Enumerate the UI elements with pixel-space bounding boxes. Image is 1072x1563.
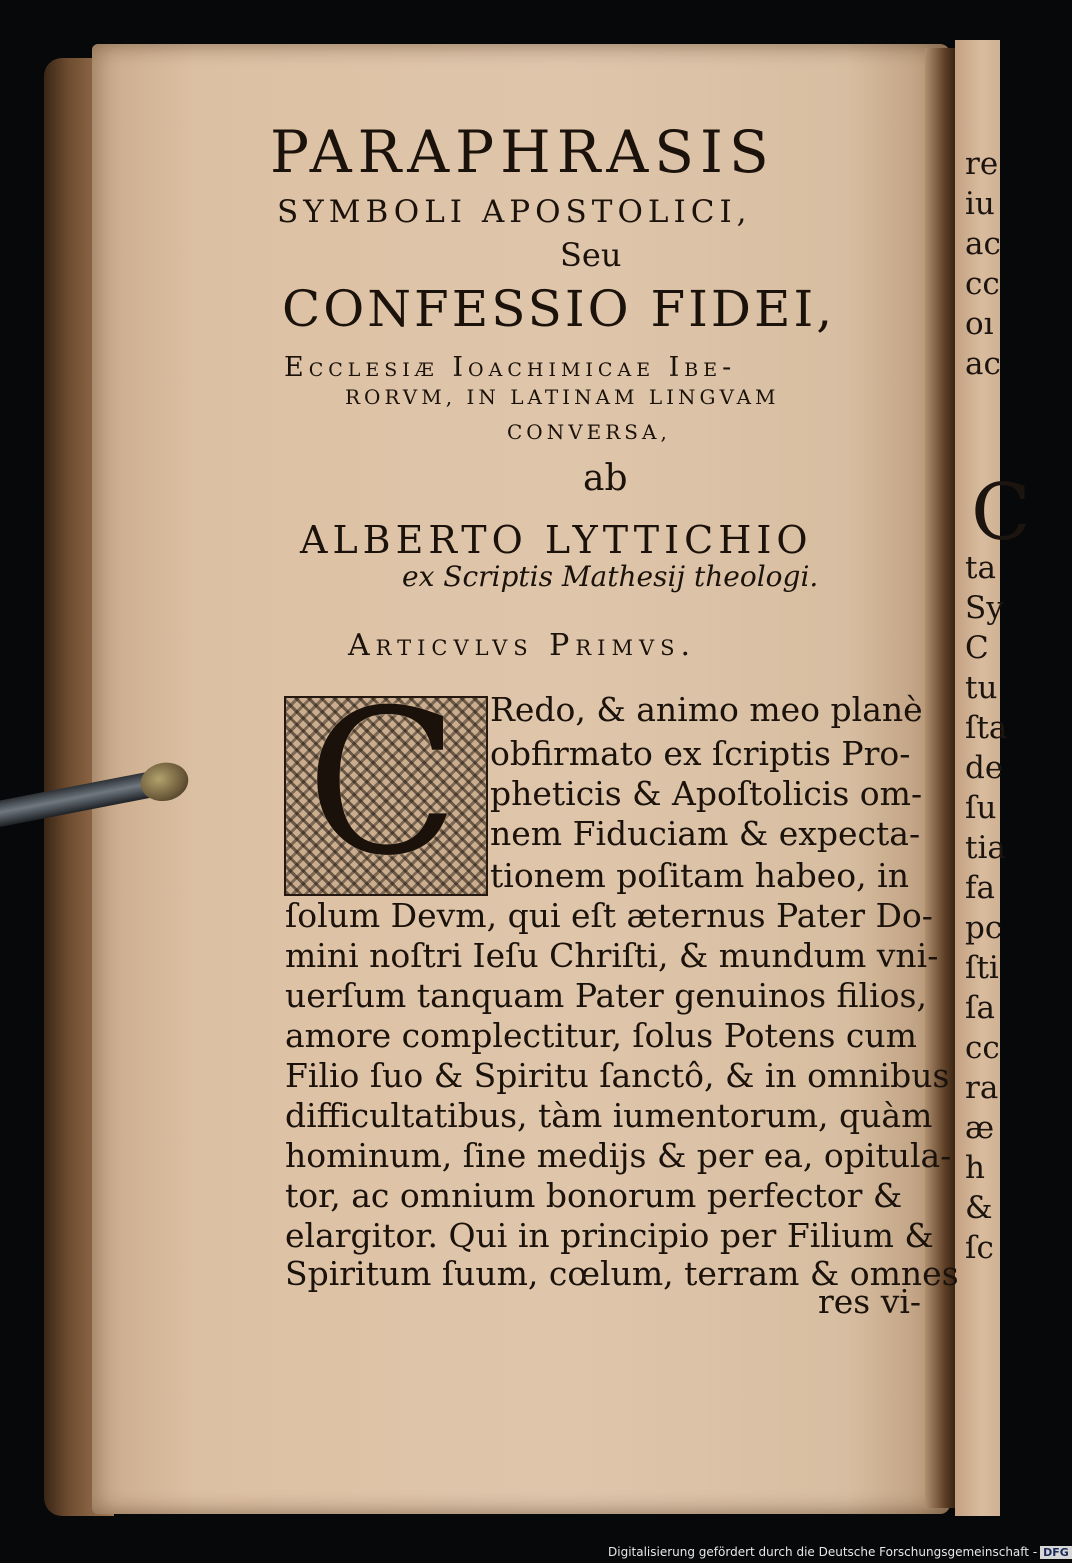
article-line: tor, ac omnium bonorum perfector & [285,1176,903,1215]
dfg-logo: DFG [1040,1546,1072,1559]
title-conversa: CONVERSA, [507,420,671,444]
facing-page-fragment: ſa [965,990,995,1026]
author-source: ex Scriptis Mathesij theologi. [402,560,819,593]
article-line: nem Fiduciam & expecta- [490,814,921,853]
facing-page-fragment: Sy [965,590,1004,626]
facing-page-fragment: C [971,468,1031,558]
article-heading: Articvlvs Primvs. [348,628,697,663]
article-line: elargitor. Qui in principio per Filium & [285,1216,934,1255]
facing-page-fragment: tu [965,670,998,706]
title-ab: ab [583,458,628,499]
facing-page-fragment: pc [965,910,1003,946]
credit-text: Digitalisierung gefördert durch die Deutsche Forschungsgemeinschaft - [608,1545,1038,1559]
article-line: Filio ſuo & Spiritu ſanctô, & in omnibus [285,1056,950,1095]
facing-page-fragment: ta [965,550,996,586]
facing-page-fragment: tia [965,830,1006,866]
digitization-credit [608,1545,1072,1559]
article-line: uerſum tanquam Pater genuinos filios, [285,976,927,1015]
initial-letter: C [306,667,460,900]
facing-page-fragment: iu [965,186,995,222]
facing-page-fragment: æ [965,1110,995,1146]
facing-page-fragment: ſc [965,1230,994,1266]
facing-page-fragment: cc [965,266,1000,302]
facing-page-fragment: ſu [965,790,997,826]
article-line: obfirmato ex ſcriptis Pro- [490,734,911,773]
article-line: difficultatibus, tàm iumentorum, quàm [285,1096,933,1135]
facing-page-fragment: ſta [965,710,1008,746]
article-line: amore complectitur, ſolus Potens cum [285,1016,917,1055]
title-ecclesiae: Ecclesiæ Ioachimicae Ibe- [284,352,737,383]
article-line: Redo, & animo meo planè [490,690,923,729]
title-seu: Seu [560,236,622,274]
facing-page-fragment: h [965,1150,985,1186]
article-line: Spiritum ſuum, cœlum, terram & omnes [285,1254,959,1293]
decorated-initial [284,667,488,900]
facing-page-fragment: & [965,1190,993,1226]
title-symboli: SYMBOLI APOSTOLICI, [277,194,752,230]
article-line: tionem poſitam habeo, in [490,856,909,895]
title-rorum: RORVM, IN LATINAM LINGVAM [345,385,780,409]
facing-page-fragment: ac [965,226,1001,262]
article-line: pheticis & Apoſtolicis om- [490,774,923,813]
author-name: ALBERTO LYTTICHIO [300,518,813,562]
facing-page-fragment: cc [965,1030,1000,1066]
facing-page-fragment: ac [965,346,1001,382]
title-paraphrasis: PARAPHRASIS [270,118,775,186]
facing-page-fragment: re [965,146,999,182]
article-line: mini noſtri Ieſu Chriſti, & mundum vni- [285,936,939,975]
facing-page-fragment: ra [965,1070,999,1106]
facing-page-fragment: fa [965,870,995,906]
catchword: res vi- [818,1282,922,1321]
title-confessio: CONFESSIO FIDEI, [282,280,836,338]
facing-page-fragment: C [965,630,989,666]
facing-page-fragment: ſti [965,950,999,986]
article-line: hominum, ſine medijs & per ea, opitula- [285,1136,952,1175]
facing-page-fragment: de [965,750,1004,786]
facing-page-fragment: oı [965,306,994,342]
article-line: ſolum Devm, qui eſt æternus Pater Do- [285,896,933,935]
